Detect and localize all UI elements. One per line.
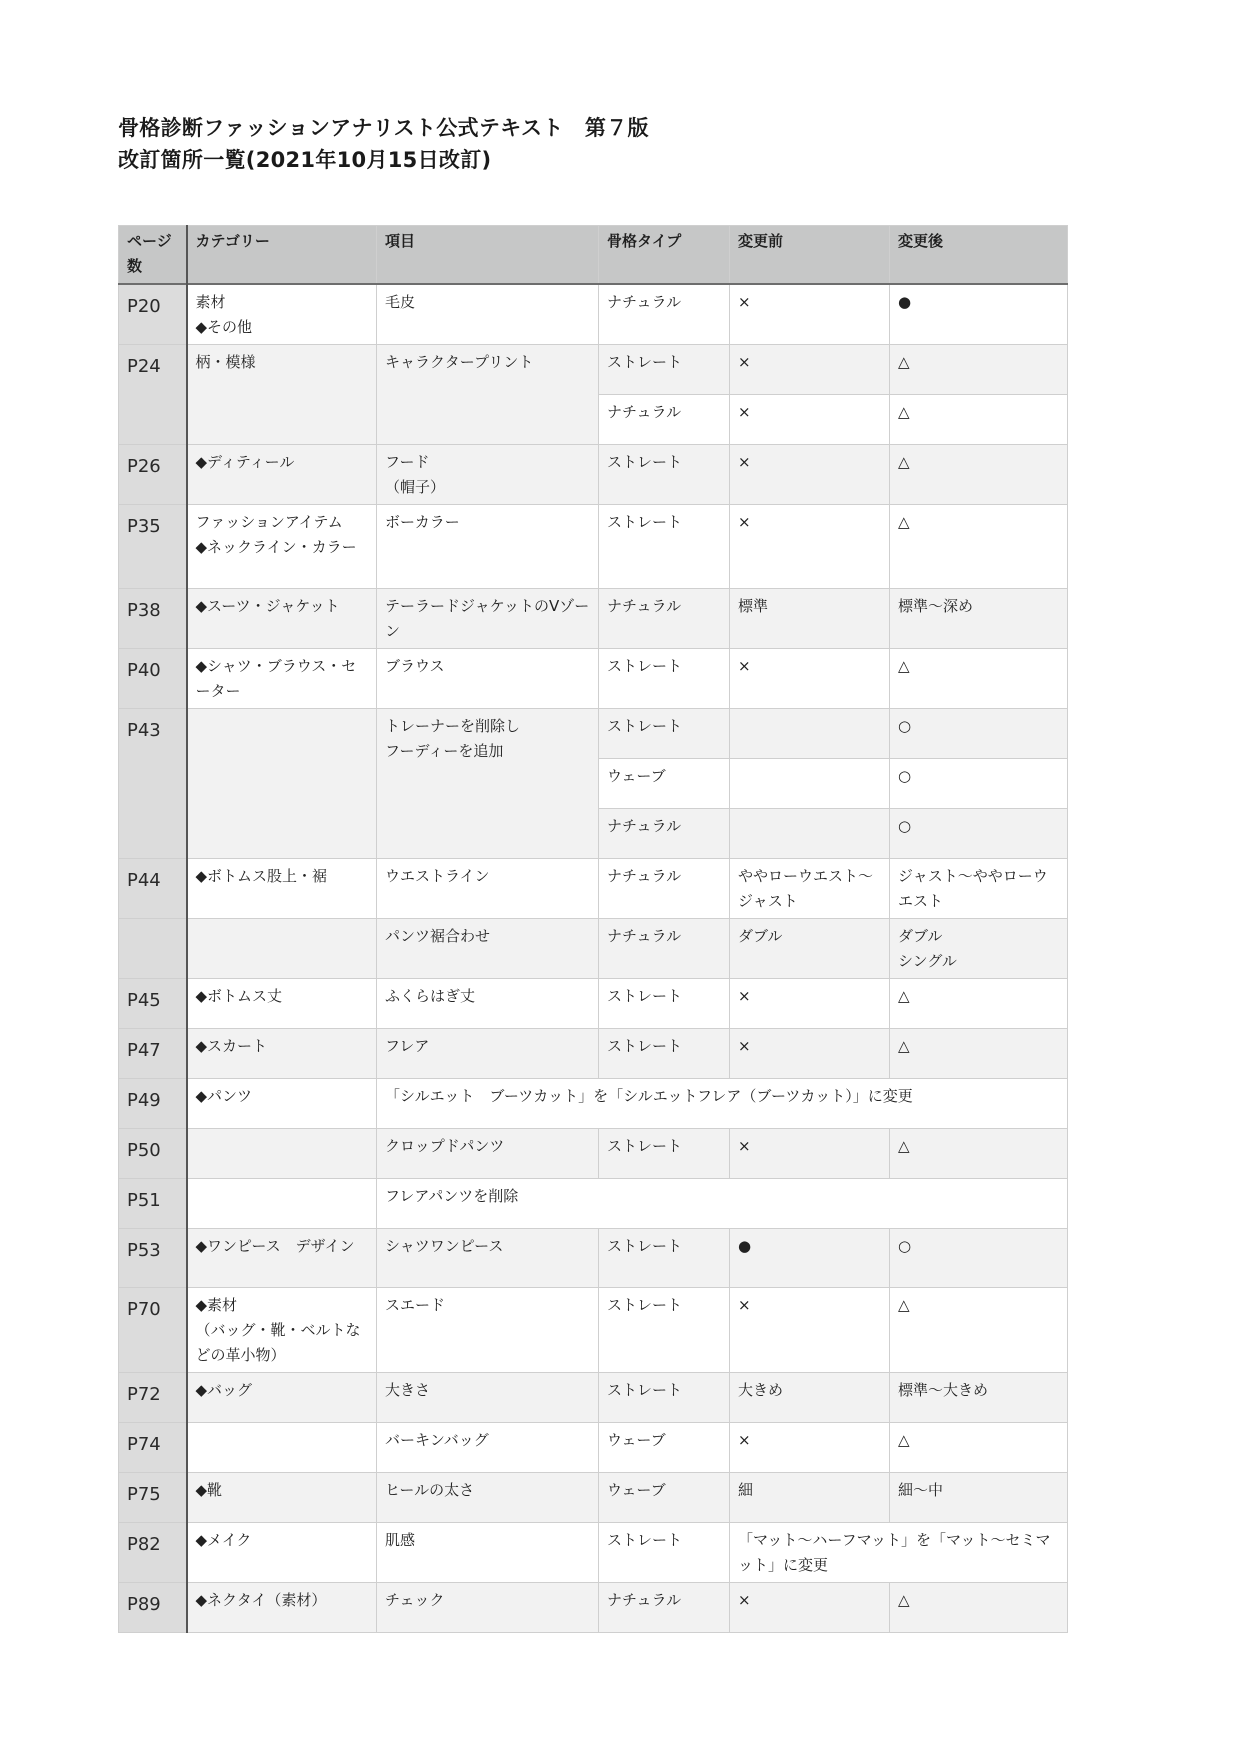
after-cell: 標準〜深め	[890, 589, 1068, 649]
item-cell: 大きさ	[377, 1373, 599, 1423]
table-row	[119, 1423, 1068, 1473]
category-cell: 柄・模様	[187, 345, 377, 445]
before-cell: ややローウエスト〜ジャスト	[730, 859, 890, 919]
table-row	[119, 709, 1068, 759]
category-cell: ◆靴	[187, 1473, 377, 1523]
category-cell: ◆ディティール	[187, 445, 377, 505]
table-row	[119, 505, 1068, 589]
type-cell: ストレート	[599, 445, 730, 505]
page-cell: P74	[119, 1423, 187, 1473]
item-text: トレーナーを削除し フーディーを追加	[385, 717, 521, 760]
before-cell: ×	[730, 1288, 890, 1373]
item-cell: 毛皮	[377, 284, 599, 345]
category-cell: ◆ネクタイ（素材）	[187, 1583, 377, 1633]
type-cell: ストレート	[599, 1229, 730, 1288]
item-cell: バーキンバッグ	[377, 1423, 599, 1473]
type-cell: ナチュラル	[599, 284, 730, 345]
after-cell: △	[890, 1029, 1068, 1079]
table-row	[119, 1079, 1068, 1129]
item-cell: シャツワンピース	[377, 1229, 599, 1288]
category-cell: ◆パンツ	[187, 1079, 377, 1129]
page-cell: P47	[119, 1029, 187, 1079]
category-cell: ◆ワンピース デザイン	[187, 1229, 377, 1288]
page-cell: P44	[119, 859, 187, 919]
item-cell: キャラクタープリント	[377, 345, 599, 445]
header-type: 骨格タイプ	[599, 226, 730, 285]
header-before: 変更前	[730, 226, 890, 285]
after-cell: ○	[890, 1229, 1068, 1288]
category-cell	[187, 284, 377, 345]
before-cell: ●	[730, 1229, 890, 1288]
category-cell	[187, 1129, 377, 1179]
page-cell: P40	[119, 649, 187, 709]
type-cell: ストレート	[599, 505, 730, 589]
table-row	[119, 1373, 1068, 1423]
before-cell: ×	[730, 1423, 890, 1473]
table-row	[119, 1179, 1068, 1229]
type-cell: ストレート	[599, 1288, 730, 1373]
item-cell: テーラードジャケットのVゾーン	[377, 589, 599, 649]
note-cell: 「シルエット ブーツカット」を「シルエットフレア（ブーツカット）」に変更	[377, 1079, 1068, 1129]
category-cell: ◆シャツ・ブラウス・セーター	[187, 649, 377, 709]
type-cell: ストレート	[599, 649, 730, 709]
table-row	[119, 1523, 1068, 1583]
before-cell: ×	[730, 345, 890, 395]
after-cell: ○	[890, 809, 1068, 859]
header-item: 項目	[377, 226, 599, 285]
item-cell: ボーカラー	[377, 505, 599, 589]
after-cell: △	[890, 445, 1068, 505]
item-cell: チェック	[377, 1583, 599, 1633]
item-cell: ウエストライン	[377, 859, 599, 919]
type-cell: ウェーブ	[599, 1423, 730, 1473]
page-cell: P35	[119, 505, 187, 589]
page-cell: P24	[119, 345, 187, 445]
after-cell: ●	[890, 284, 1068, 345]
category-text: ◆素材 （バッグ・靴・ベルトなどの革小物）	[195, 1296, 361, 1364]
page-cell: P38	[119, 589, 187, 649]
type-cell: ストレート	[599, 1373, 730, 1423]
after-cell: 細〜中	[890, 1473, 1068, 1523]
header-category: カテゴリー	[187, 226, 377, 285]
type-cell: ウェーブ	[599, 1473, 730, 1523]
after-cell: 標準〜大きめ	[890, 1373, 1068, 1423]
before-cell: 標準	[730, 589, 890, 649]
category-cell: ◆メイク	[187, 1523, 377, 1583]
category-cell	[187, 1288, 377, 1373]
before-cell: ×	[730, 1129, 890, 1179]
item-text: フード （帽子）	[385, 453, 446, 496]
type-cell: ストレート	[599, 345, 730, 395]
category-cell: ◆バッグ	[187, 1373, 377, 1423]
page-cell: P53	[119, 1229, 187, 1288]
page-cell: P70	[119, 1288, 187, 1373]
before-cell: 大きめ	[730, 1373, 890, 1423]
table-row	[119, 1473, 1068, 1523]
before-cell: ×	[730, 1029, 890, 1079]
table-row	[119, 589, 1068, 649]
item-cell: フレア	[377, 1029, 599, 1079]
category-cell	[187, 709, 377, 859]
revision-table	[118, 225, 1068, 1633]
type-cell: ウェーブ	[599, 759, 730, 809]
before-cell: ダブル	[730, 919, 890, 979]
type-cell: ナチュラル	[599, 1583, 730, 1633]
category-cell: ◆スカート	[187, 1029, 377, 1079]
after-cell: △	[890, 395, 1068, 445]
table-header-row	[119, 226, 1068, 285]
category-text: 素材 ◆その他	[195, 293, 253, 336]
header-page: ページ数	[119, 226, 187, 285]
table-row	[119, 1288, 1068, 1373]
category-cell	[187, 1423, 377, 1473]
page-cell: P49	[119, 1079, 187, 1129]
category-cell: ◆ボトムス股上・裾	[187, 859, 377, 919]
header-after: 変更後	[890, 226, 1068, 285]
before-cell: 細	[730, 1473, 890, 1523]
after-cell: △	[890, 979, 1068, 1029]
before-cell: ×	[730, 979, 890, 1029]
document-title: 骨格診断ファッションアナリスト公式テキスト 第７版	[118, 116, 649, 140]
item-cell: クロップドパンツ	[377, 1129, 599, 1179]
after-cell: ○	[890, 759, 1068, 809]
table-row	[119, 284, 1068, 345]
item-cell: 肌感	[377, 1523, 599, 1583]
type-cell: ナチュラル	[599, 919, 730, 979]
type-cell: ストレート	[599, 1129, 730, 1179]
page-cell: P50	[119, 1129, 187, 1179]
before-cell: ×	[730, 395, 890, 445]
after-cell: △	[890, 505, 1068, 589]
table-row	[119, 649, 1068, 709]
type-cell: ナチュラル	[599, 589, 730, 649]
item-cell	[377, 445, 599, 505]
table-row	[119, 345, 1068, 395]
before-cell	[730, 759, 890, 809]
after-cell	[890, 919, 1068, 979]
note-cell: フレアパンツを削除	[377, 1179, 1068, 1229]
before-cell: ×	[730, 649, 890, 709]
page-cell: P75	[119, 1473, 187, 1523]
type-cell: ストレート	[599, 1029, 730, 1079]
item-cell	[377, 709, 599, 859]
page-cell: P26	[119, 445, 187, 505]
table-row	[119, 919, 1068, 979]
after-cell: △	[890, 649, 1068, 709]
item-cell: パンツ裾合わせ	[377, 919, 599, 979]
before-cell: ×	[730, 505, 890, 589]
document-header	[118, 112, 649, 176]
item-cell: ブラウス	[377, 649, 599, 709]
table-row	[119, 445, 1068, 505]
category-cell	[187, 1179, 377, 1229]
before-cell: ×	[730, 1583, 890, 1633]
table-row	[119, 1583, 1068, 1633]
page-cell	[119, 919, 187, 979]
page-cell: P45	[119, 979, 187, 1029]
before-cell: ×	[730, 445, 890, 505]
document-subtitle: 改訂箇所一覧(2021年10月15日改訂)	[118, 148, 492, 172]
after-cell: △	[890, 1288, 1068, 1373]
type-cell: ストレート	[599, 1523, 730, 1583]
table-row	[119, 859, 1068, 919]
item-cell: スエード	[377, 1288, 599, 1373]
table-row	[119, 1029, 1068, 1079]
category-cell	[187, 919, 377, 979]
change-cell: 「マット〜ハーフマット」を「マット〜セミマット」に変更	[730, 1523, 1068, 1583]
type-cell: ストレート	[599, 709, 730, 759]
category-cell: ◆スーツ・ジャケット	[187, 589, 377, 649]
category-cell: ◆ボトムス丈	[187, 979, 377, 1029]
page-cell: P82	[119, 1523, 187, 1583]
type-cell: ストレート	[599, 979, 730, 1029]
table-row	[119, 1229, 1068, 1288]
after-cell: △	[890, 1423, 1068, 1473]
type-cell: ナチュラル	[599, 809, 730, 859]
after-cell: △	[890, 1583, 1068, 1633]
item-cell: ふくらはぎ丈	[377, 979, 599, 1029]
page-cell: P20	[119, 284, 187, 345]
before-cell	[730, 709, 890, 759]
after-text: ダブル シングル	[898, 927, 957, 970]
after-cell: ○	[890, 709, 1068, 759]
category-text: ファッションアイテム ◆ネックライン・カラー	[195, 513, 357, 556]
page-cell: P51	[119, 1179, 187, 1229]
type-cell: ナチュラル	[599, 395, 730, 445]
before-cell	[730, 809, 890, 859]
before-cell: ×	[730, 284, 890, 345]
page-cell: P72	[119, 1373, 187, 1423]
item-cell: ヒールの太さ	[377, 1473, 599, 1523]
category-cell	[187, 505, 377, 589]
after-cell: ジャスト〜ややローウエスト	[890, 859, 1068, 919]
page-cell: P89	[119, 1583, 187, 1633]
table-row	[119, 1129, 1068, 1179]
page-cell: P43	[119, 709, 187, 859]
after-cell: △	[890, 1129, 1068, 1179]
after-cell: △	[890, 345, 1068, 395]
table-row	[119, 979, 1068, 1029]
type-cell: ナチュラル	[599, 859, 730, 919]
